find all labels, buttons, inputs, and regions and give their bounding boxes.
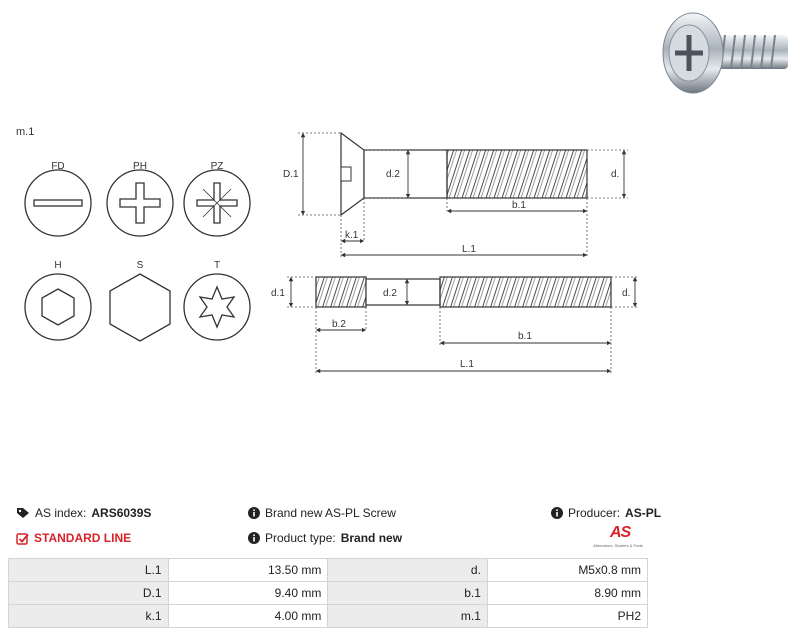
head-type-h [25, 260, 91, 340]
spec-label: m.1 [328, 605, 488, 628]
as-index-label: AS index: [35, 506, 87, 520]
producer-label: Producer: [568, 506, 621, 520]
specs-table [8, 558, 648, 628]
producer-value: AS-PL [625, 506, 662, 520]
dim-label-D1: D.1 [283, 169, 299, 180]
head-type-fd [25, 161, 91, 236]
tags-icon [16, 507, 30, 519]
dim-label-d1: d.1 [271, 288, 285, 299]
info-icon [551, 507, 563, 519]
head-type-label: FD [51, 161, 65, 172]
technical-drawing [0, 115, 660, 385]
torx-icon [184, 274, 250, 340]
phillips-icon [107, 170, 173, 236]
as-index [16, 506, 151, 520]
head-type-ph [107, 161, 173, 236]
spec-label: d. [328, 559, 488, 582]
head-type-label: S [136, 260, 144, 271]
spec-value: M5x0.8 mm [487, 559, 647, 582]
dim-label-b1: b.1 [518, 331, 532, 342]
section-label: m.1 [16, 126, 35, 138]
checkbox-checked-icon [16, 532, 29, 545]
product-line-label: STANDARD LINE [34, 531, 132, 545]
dim-label-L1: L.1 [460, 359, 474, 370]
head-type-label: T [213, 260, 221, 271]
info-icon [248, 532, 260, 544]
spec-value: 9.40 mm [168, 582, 328, 605]
logo-tagline: Alternators, Starters & Parts [593, 543, 643, 548]
hex-head-icon [110, 274, 170, 341]
brand-info [248, 506, 396, 520]
logo-mark: AS [610, 524, 631, 541]
spec-label: b.1 [328, 582, 488, 605]
dim-label-L1: L.1 [462, 244, 476, 255]
as-index-value: ARS6039S [91, 506, 152, 520]
dim-label-d: d. [622, 288, 631, 299]
spec-value: 4.00 mm [168, 605, 328, 628]
head-type-t [184, 260, 250, 340]
spec-value: PH2 [487, 605, 647, 628]
hex-socket-icon [25, 274, 91, 340]
table-row [9, 559, 648, 582]
spec-label: L.1 [9, 559, 169, 582]
dim-label-d2: d.2 [383, 288, 397, 299]
producer [551, 506, 661, 520]
head-type-pz [184, 161, 250, 236]
dim-label-b2: b.2 [332, 319, 346, 330]
product-type [248, 531, 402, 545]
head-type-label: H [54, 260, 62, 271]
as-pl-logo [586, 524, 650, 552]
product-type-label: Product type: [265, 531, 336, 545]
head-type-label: PZ [210, 161, 224, 172]
product-line [16, 531, 131, 545]
head-type-s [110, 260, 170, 341]
product-photo [655, 5, 795, 105]
slotted-icon [25, 170, 91, 236]
spec-value: 13.50 mm [168, 559, 328, 582]
spec-value: 8.90 mm [487, 582, 647, 605]
spec-label: k.1 [9, 605, 169, 628]
stud-drawing [271, 277, 638, 373]
dim-label-k1: k.1 [345, 230, 359, 241]
dim-label-d: d. [611, 169, 620, 180]
spec-label: D.1 [9, 582, 169, 605]
dim-label-d2: d.2 [386, 169, 400, 180]
head-type-label: PH [133, 161, 147, 172]
table-row [9, 582, 648, 605]
table-row [9, 605, 648, 628]
brand-text: Brand new AS-PL Screw [265, 506, 396, 520]
product-type-value: Brand new [340, 531, 403, 545]
countersunk-screw-drawing [283, 133, 628, 257]
info-icon [248, 507, 260, 519]
dim-label-b1: b.1 [512, 200, 526, 211]
